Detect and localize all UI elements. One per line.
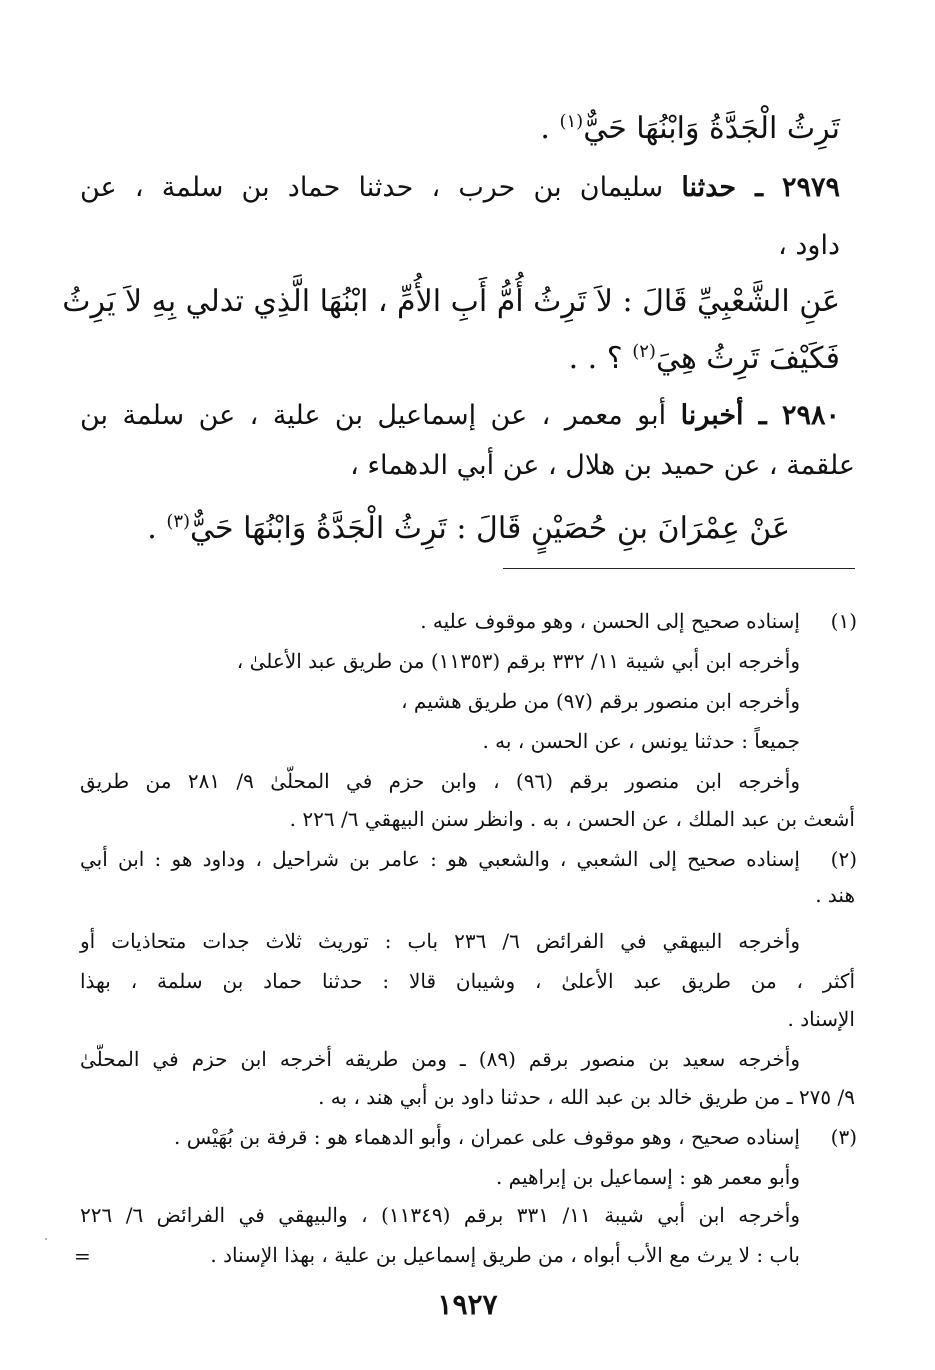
hadith-2979-isnad-cont bbox=[778, 226, 840, 266]
footnote-divider bbox=[503, 568, 855, 569]
punctuation: . bbox=[147, 511, 167, 546]
isnad-text: علقمة ، عن حميد بن هلال ، عن أبي الدهماء ، bbox=[350, 450, 855, 481]
footnote-3-marker: (٣) bbox=[830, 1125, 857, 1149]
footnote-2-line-6: وأخرجه سعيد بن منصور برقم (٨٩) ـ ومن طريقه أخرجه ابن حزم في المحلّىٰ bbox=[80, 1047, 800, 1071]
footnote-1-line-4: جميعاً : حدثنا يونس ، عن الحسن ، به . bbox=[482, 729, 800, 753]
footnote-1-line-1: إسناده صحيح إلى الحسن ، وهو موقوف عليه . bbox=[420, 609, 800, 633]
footnote-1-line-6: أشعث بن عبد الملك ، عن الحسن ، به . وانظر سنن البيهقي ٦/ ٢٢٦ . bbox=[289, 807, 855, 831]
footnote-1-line-3: وأخرجه ابن منصور برقم (٩٧) من طريق هشيم ، bbox=[401, 689, 800, 713]
footnote-2-line-2: هند . bbox=[815, 883, 855, 907]
isnad-text: داود ، bbox=[778, 230, 840, 261]
footnote-3-line-2: وأبو معمر هو : إسماعيل بن إبراهيم . bbox=[495, 1165, 800, 1189]
hadith-number: ٢٩٧٩ ـ bbox=[736, 172, 840, 203]
footnote-2-marker: (٢) bbox=[830, 847, 857, 871]
hadith-text: تَرِثُ الْجَدَّةُ وَابْنُهَا حَيٌّ bbox=[583, 111, 840, 146]
footnote-ref: (١) bbox=[559, 111, 584, 132]
hadith-2980-isnad bbox=[80, 396, 840, 436]
hadith-2979-matn-2 bbox=[569, 330, 840, 381]
footnote-2-line-1: إسناده صحيح إلى الشعبي ، والشعبي هو : عامر بن شراحيل ، وداود هو : ابن أبي bbox=[80, 847, 800, 871]
footnote-2-line-5: الإسناد . bbox=[787, 1007, 855, 1031]
hadith-text: عَنِ الشَّعْبِيِّ قَالَ : لاَ تَرِثُ أُمُّ أَبِ الأُمِّ ، ابْنُهَا الَّذِي تدلي بِهِ لاَ يَرِثُ bbox=[62, 284, 840, 319]
footnote-ref: (٢) bbox=[632, 341, 656, 362]
scan-speck bbox=[45, 1238, 47, 1240]
hadith-ending-line bbox=[540, 100, 840, 151]
footnote-3-line-3: وأخرجه ابن أبي شيبة ١١/ ٣٣١ برقم (١١٣٤٩) ، والبيهقي في الفرائض ٦/ ٢٢٦ bbox=[80, 1203, 800, 1227]
punctuation: . bbox=[540, 111, 560, 146]
punctuation: ؟ . . bbox=[568, 341, 633, 376]
footnote-3-line-4: باب : لا يرث مع الأب أبواه ، من طريق إسماعيل بن علية ، بهذا الإسناد . bbox=[210, 1243, 800, 1267]
continuation-mark: = bbox=[74, 1244, 91, 1268]
transmission-keyword: أخبرنا bbox=[680, 400, 744, 431]
hadith-text: عَنْ عِمْرَانَ بنِ حُصَيْنٍ قَالَ : تَرِثُ الْجَدَّةُ وَابْنُهَا حَيٌّ bbox=[190, 511, 790, 546]
footnote-1-line-2: وأخرجه ابن أبي شيبة ١١/ ٣٣٢ برقم (١١٣٥٣) من طريق عبد الأعلىٰ ، bbox=[236, 649, 800, 673]
hadith-2979-isnad bbox=[80, 168, 840, 208]
hadith-2980-isnad-cont bbox=[350, 446, 855, 486]
footnote-2-line-3: وأخرجه البيهقي في الفرائض ٦/ ٢٣٦ باب : توريث ثلاث جدات متحاذيات أو bbox=[80, 929, 800, 953]
footnote-2-line-4: أكثر ، من طريق عبد الأعلىٰ ، وشيبان قالا : حدثنا حماد بن سلمة ، بهذا bbox=[80, 969, 855, 993]
hadith-2979-matn-1 bbox=[62, 280, 840, 324]
page-number: ١٩٢٧ bbox=[437, 1288, 498, 1321]
transmission-keyword: حدثنا bbox=[681, 172, 737, 203]
hadith-number: ٢٩٨٠ ـ bbox=[743, 400, 840, 431]
footnote-2-line-7: ٩/ ٢٧٥ ـ من طريق خالد بن عبد الله ، حدثنا داود بن أبي هند ، به . bbox=[318, 1085, 855, 1109]
footnote-1-line-5: وأخرجه ابن منصور برقم (٩٦) ، وابن حزم في المحلّىٰ ٩/ ٢٨١ من طريق bbox=[80, 769, 800, 793]
hadith-text: فَكَيْفَ تَرِثُ هِيَ bbox=[655, 341, 840, 376]
footnote-3-line-1: إسناده صحيح ، وهو موقوف على عمران ، وأبو الدهماء هو : قرفة بن بُهَيْس . bbox=[174, 1125, 800, 1149]
footnote-ref: (٣) bbox=[166, 511, 191, 532]
isnad-text: سليمان بن حرب ، حدثنا حماد بن سلمة ، عن bbox=[80, 172, 682, 203]
isnad-text: أبو معمر ، عن إسماعيل بن علية ، عن سلمة بن bbox=[80, 400, 681, 431]
footnote-1-marker: (١) bbox=[830, 609, 857, 633]
hadith-2980-matn bbox=[147, 500, 790, 551]
